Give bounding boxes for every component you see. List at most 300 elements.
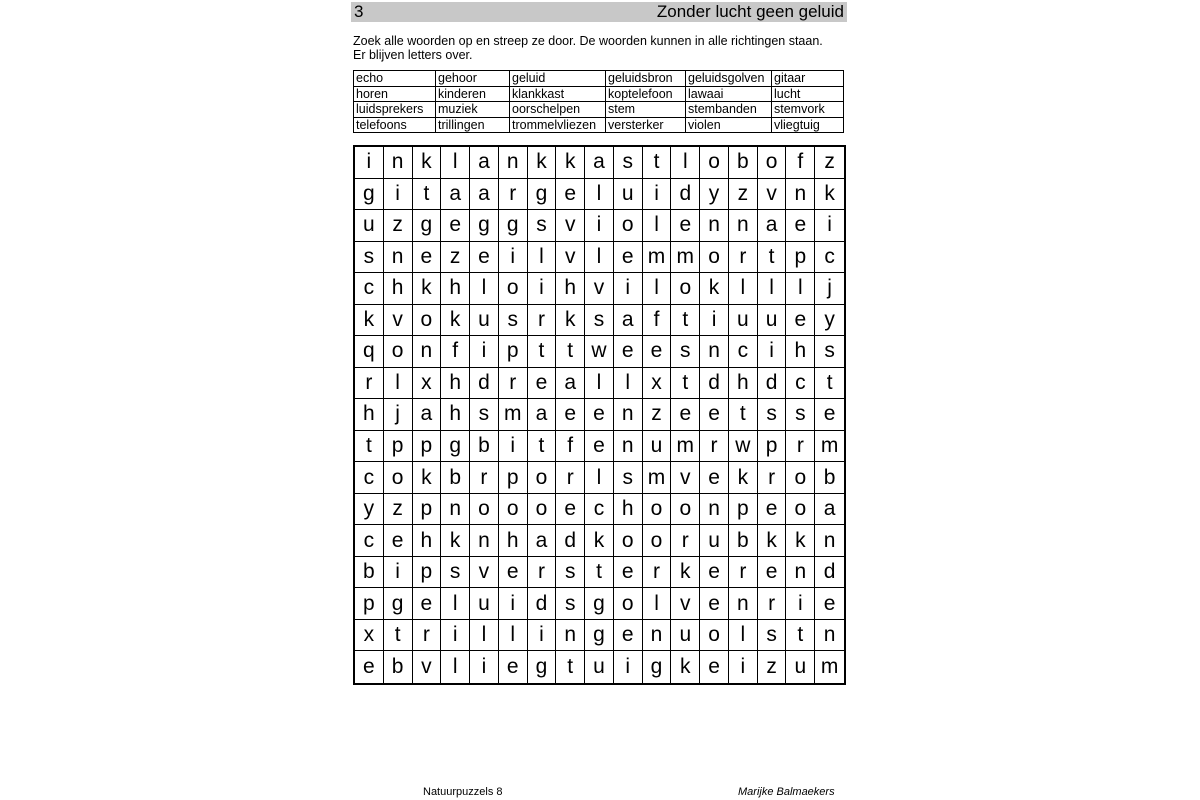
grid-letter-cell: i <box>729 651 758 683</box>
word-list-row <box>354 102 844 118</box>
grid-letter-cell: r <box>528 305 557 337</box>
grid-letter-cell: h <box>355 399 384 431</box>
grid-letter-cell: s <box>441 557 470 589</box>
grid-letter-cell: o <box>786 494 815 526</box>
word-list-item: trillingen <box>436 117 510 133</box>
grid-letter-cell: n <box>786 179 815 211</box>
grid-letter-cell: s <box>355 242 384 274</box>
grid-letter-cell: l <box>643 273 672 305</box>
grid-letter-cell: l <box>441 147 470 179</box>
grid-letter-cell: u <box>758 305 787 337</box>
grid-letter-cell: k <box>556 147 585 179</box>
grid-letter-cell: h <box>786 336 815 368</box>
grid-letter-cell: s <box>758 399 787 431</box>
word-list-item: horen <box>354 86 436 102</box>
grid-letter-cell: n <box>614 399 643 431</box>
word-list-row <box>354 71 844 87</box>
grid-letter-cell: e <box>700 462 729 494</box>
grid-letter-cell: e <box>758 557 787 589</box>
grid-letter-cell: b <box>441 462 470 494</box>
grid-letter-cell: f <box>643 305 672 337</box>
grid-letter-cell: v <box>413 651 442 683</box>
grid-letter-cell: a <box>585 147 614 179</box>
word-list-table <box>353 70 844 133</box>
grid-letter-cell: s <box>556 588 585 620</box>
grid-letter-cell: e <box>786 210 815 242</box>
grid-letter-cell: n <box>786 557 815 589</box>
grid-letter-cell: a <box>758 210 787 242</box>
grid-letter-cell: o <box>413 305 442 337</box>
grid-letter-cell: g <box>585 620 614 652</box>
grid-letter-cell: r <box>729 242 758 274</box>
grid-letter-cell: o <box>614 525 643 557</box>
grid-letter-cell: t <box>413 179 442 211</box>
grid-letter-cell: a <box>470 147 499 179</box>
grid-letter-cell: n <box>384 242 413 274</box>
grid-letter-cell: o <box>499 273 528 305</box>
word-list-item: koptelefoon <box>606 86 686 102</box>
grid-letter-cell: z <box>758 651 787 683</box>
grid-letter-cell: h <box>499 525 528 557</box>
grid-letter-cell: n <box>441 494 470 526</box>
grid-letter-cell: a <box>441 179 470 211</box>
grid-letter-cell: c <box>355 462 384 494</box>
grid-letter-cell: k <box>585 525 614 557</box>
grid-letter-cell: a <box>413 399 442 431</box>
grid-letter-cell: h <box>413 525 442 557</box>
grid-letter-cell: u <box>470 588 499 620</box>
grid-letter-cell: k <box>671 557 700 589</box>
grid-letter-cell: u <box>700 525 729 557</box>
grid-letter-cell: g <box>528 179 557 211</box>
grid-letter-cell: d <box>700 368 729 400</box>
grid-letter-cell: e <box>556 494 585 526</box>
grid-letter-cell: u <box>614 179 643 211</box>
grid-letter-cell: e <box>700 399 729 431</box>
grid-letter-cell: h <box>441 273 470 305</box>
grid-letter-cell: r <box>700 431 729 463</box>
grid-letter-cell: i <box>614 273 643 305</box>
grid-letter-cell: m <box>643 462 672 494</box>
grid-letter-cell: n <box>815 525 844 557</box>
grid-letter-cell: e <box>671 399 700 431</box>
grid-letter-cell: v <box>671 462 700 494</box>
grid-letter-cell: e <box>585 431 614 463</box>
grid-letter-cell: o <box>758 147 787 179</box>
grid-letter-cell: m <box>671 431 700 463</box>
grid-letter-cell: p <box>413 431 442 463</box>
grid-letter-cell: h <box>441 399 470 431</box>
grid-letter-cell: t <box>384 620 413 652</box>
grid-letter-cell: s <box>614 462 643 494</box>
grid-letter-cell: b <box>729 147 758 179</box>
grid-letter-cell: p <box>499 462 528 494</box>
grid-letter-cell: k <box>413 273 442 305</box>
grid-letter-cell: l <box>499 620 528 652</box>
grid-letter-cell: m <box>499 399 528 431</box>
grid-letter-cell: o <box>528 462 557 494</box>
grid-letter-cell: e <box>556 179 585 211</box>
word-list-item: geluidsbron <box>606 71 686 87</box>
grid-letter-cell: n <box>643 620 672 652</box>
grid-letter-cell: u <box>729 305 758 337</box>
grid-letter-cell: e <box>643 336 672 368</box>
grid-letter-cell: r <box>499 179 528 211</box>
grid-letter-cell: u <box>786 651 815 683</box>
grid-letter-cell: i <box>528 620 557 652</box>
grid-letter-cell: e <box>815 399 844 431</box>
grid-letter-cell: i <box>384 179 413 211</box>
grid-letter-cell: e <box>700 588 729 620</box>
grid-letter-cell: s <box>758 620 787 652</box>
grid-letter-cell: p <box>355 588 384 620</box>
grid-letter-cell: w <box>729 431 758 463</box>
grid-letter-cell: n <box>413 336 442 368</box>
grid-letter-cell: a <box>614 305 643 337</box>
grid-letter-cell: k <box>441 305 470 337</box>
word-list-row <box>354 86 844 102</box>
grid-letter-cell: z <box>815 147 844 179</box>
grid-letter-cell: h <box>556 273 585 305</box>
grid-letter-cell: e <box>700 557 729 589</box>
grid-letter-cell: n <box>700 494 729 526</box>
grid-letter-cell: i <box>815 210 844 242</box>
grid-letter-cell: e <box>614 242 643 274</box>
grid-letter-cell: e <box>499 557 528 589</box>
grid-letter-cell: k <box>786 525 815 557</box>
grid-letter-cell: y <box>355 494 384 526</box>
grid-letter-cell: y <box>815 305 844 337</box>
grid-letter-cell: s <box>786 399 815 431</box>
grid-letter-cell: l <box>729 620 758 652</box>
grid-letter-cell: v <box>470 557 499 589</box>
grid-letter-cell: g <box>441 431 470 463</box>
grid-letter-cell: u <box>643 431 672 463</box>
grid-letter-cell: a <box>556 368 585 400</box>
grid-letter-cell: m <box>820 655 839 679</box>
grid-letter-cell: p <box>729 494 758 526</box>
grid-letter-cell: n <box>700 210 729 242</box>
grid-letter-cell: f <box>441 336 470 368</box>
grid-letter-cell: l <box>643 210 672 242</box>
grid-letter-cell: e <box>614 557 643 589</box>
grid-letter-cell: l <box>585 179 614 211</box>
grid-letter-cell: h <box>384 273 413 305</box>
grid-letter-cell: k <box>758 525 787 557</box>
grid-letter-cell: e <box>441 210 470 242</box>
grid-letter-cell: g <box>384 588 413 620</box>
grid-letter-cell: l <box>470 620 499 652</box>
grid-letter-cell: i <box>585 210 614 242</box>
grid-letter-cell: o <box>671 273 700 305</box>
grid-letter-cell: t <box>729 399 758 431</box>
grid-letter-cell: l <box>614 368 643 400</box>
grid-letter-cell: c <box>355 525 384 557</box>
grid-letter-cell: r <box>671 525 700 557</box>
grid-letter-cell: z <box>384 210 413 242</box>
word-list-item: klankkast <box>510 86 606 102</box>
grid-letter-cell: i <box>786 588 815 620</box>
grid-letter-cell: t <box>758 242 787 274</box>
grid-letter-cell: h <box>729 368 758 400</box>
grid-letter-cell: y <box>700 179 729 211</box>
grid-letter-cell: n <box>470 525 499 557</box>
grid-letter-cell: l <box>786 273 815 305</box>
grid-letter-cell: e <box>528 368 557 400</box>
grid-letter-cell: i <box>614 651 643 683</box>
word-list-item: luidsprekers <box>354 102 436 118</box>
grid-letter-cell: t <box>671 368 700 400</box>
grid-letter-cell: c <box>355 273 384 305</box>
grid-letter-cell: b <box>355 557 384 589</box>
grid-letter-cell: e <box>815 588 844 620</box>
grid-letter-cell: m <box>815 431 844 463</box>
word-list-item: gitaar <box>772 71 844 87</box>
grid-letter-cell: e <box>413 588 442 620</box>
grid-letter-cell: k <box>815 179 844 211</box>
word-list-item: oorschelpen <box>510 102 606 118</box>
grid-letter-cell: u <box>355 210 384 242</box>
grid-letter-cell: l <box>470 273 499 305</box>
grid-letter-cell: o <box>614 210 643 242</box>
grid-letter-cell: u <box>585 651 614 683</box>
page-title: Zonder lucht geen geluid <box>656 2 844 21</box>
grid-letter-cell: n <box>614 431 643 463</box>
grid-letter-cell: s <box>614 147 643 179</box>
grid-letter-cell: q <box>355 336 384 368</box>
grid-letter-cell: w <box>585 336 614 368</box>
grid-letter-cell: g <box>643 651 672 683</box>
grid-letter-cell: r <box>758 462 787 494</box>
grid-letter-cell: v <box>556 210 585 242</box>
grid-letter-cell: a <box>470 179 499 211</box>
grid-letter-cell: a <box>815 494 844 526</box>
grid-letter-cell: d <box>556 525 585 557</box>
grid-letter-cell: k <box>556 305 585 337</box>
grid-letter-cell: l <box>441 588 470 620</box>
grid-letter-cell: g <box>413 210 442 242</box>
grid-letter-cell: e <box>614 336 643 368</box>
grid-letter-cell: e <box>355 651 384 683</box>
grid-letter-cell: t <box>643 147 672 179</box>
grid-letter-cell: n <box>556 620 585 652</box>
instructions <box>353 34 847 62</box>
grid-letter-cell: s <box>585 305 614 337</box>
grid-letter-cell: l <box>729 273 758 305</box>
grid-letter-cell: o <box>786 462 815 494</box>
grid-letter-cell: p <box>786 242 815 274</box>
grid-letter-cell: b <box>815 462 844 494</box>
grid-letter-cell: i <box>499 242 528 274</box>
grid-letter-cell: m <box>671 242 700 274</box>
grid-letter-cell: k <box>355 305 384 337</box>
grid-letter-cell: l <box>643 588 672 620</box>
grid-letter-cell: b <box>729 525 758 557</box>
grid-letter-cell: k <box>528 147 557 179</box>
grid-letter-cell: g <box>585 588 614 620</box>
grid-letter-cell: e <box>671 210 700 242</box>
grid-letter-cell: r <box>556 462 585 494</box>
grid-letter-cell: i <box>528 273 557 305</box>
grid-letter-cell: i <box>355 147 384 179</box>
grid-letter-cell: i <box>499 431 528 463</box>
grid-letter-cell: t <box>355 431 384 463</box>
grid-letter-cell: g <box>528 651 557 683</box>
grid-letter-cell: t <box>585 557 614 589</box>
grid-letter-cell: s <box>499 305 528 337</box>
grid-letter-cell: d <box>815 557 844 589</box>
grid-letter-cell: e <box>585 399 614 431</box>
grid-letter-cell: g <box>355 179 384 211</box>
word-list-item: geluidsgolven <box>686 71 772 87</box>
word-list-item: geluid <box>510 71 606 87</box>
grid-letter-cell: d <box>758 368 787 400</box>
word-list-item: echo <box>354 71 436 87</box>
grid-letter-cell: o <box>384 462 413 494</box>
grid-letter-cell: a <box>528 525 557 557</box>
grid-letter-cell: v <box>671 588 700 620</box>
word-list-item: vliegtuig <box>772 117 844 133</box>
grid-letter-cell: p <box>413 494 442 526</box>
grid-letter-cell: e <box>556 399 585 431</box>
grid-letter-cell: x <box>355 620 384 652</box>
grid-letter-cell: i <box>441 620 470 652</box>
grid-letter-cell: x <box>413 368 442 400</box>
grid-letter-cell: f <box>786 147 815 179</box>
grid-letter-cell: o <box>499 494 528 526</box>
grid-letter-cell: e <box>499 651 528 683</box>
grid-letter-cell: k <box>413 147 442 179</box>
grid-letter-cell: k <box>671 651 700 683</box>
grid-letter-cell: r <box>470 462 499 494</box>
grid-letter-cell: l <box>585 462 614 494</box>
grid-letter-cell: d <box>470 368 499 400</box>
grid-letter-cell: s <box>671 336 700 368</box>
grid-letter-cell: z <box>384 494 413 526</box>
grid-letter-cell: u <box>470 305 499 337</box>
grid-letter-cell: g <box>470 210 499 242</box>
grid-letter-cell: k <box>441 525 470 557</box>
grid-letter-cell: p <box>384 431 413 463</box>
grid-letter-cell: n <box>729 210 758 242</box>
grid-letter-cell: c <box>786 368 815 400</box>
grid-letter-cell: t <box>786 620 815 652</box>
grid-letter-cell: e <box>384 525 413 557</box>
grid-letter-cell: r <box>729 557 758 589</box>
grid-letter-cell: t <box>528 431 557 463</box>
instructions-line-1: Zoek alle woorden op en streep ze door. De woorden kunnen in alle richtingen staan. <box>353 34 823 48</box>
grid-letter-cell: s <box>815 336 844 368</box>
title-bar <box>351 2 847 22</box>
grid-letter-cell: e <box>470 242 499 274</box>
grid-letter-cell: i <box>470 336 499 368</box>
grid-letter-cell: c <box>815 242 844 274</box>
grid-letter-cell: v <box>384 305 413 337</box>
grid-letter-cell: f <box>556 431 585 463</box>
word-list-row <box>354 117 844 133</box>
grid-letter-cell: d <box>528 588 557 620</box>
word-list-item: muziek <box>436 102 510 118</box>
grid-letter-cell: e <box>413 242 442 274</box>
grid-letter-cell: b <box>470 431 499 463</box>
word-list-item: kinderen <box>436 86 510 102</box>
grid-letter-cell: c <box>729 336 758 368</box>
grid-letter-cell: n <box>815 620 844 652</box>
grid-letter-cell: i <box>700 305 729 337</box>
grid-letter-cell: o <box>643 525 672 557</box>
grid-letter-cell: e <box>700 651 729 683</box>
grid-letter-cell: n <box>499 147 528 179</box>
grid-letter-cell: i <box>499 588 528 620</box>
grid-letter-cell: s <box>528 210 557 242</box>
grid-letter-cell: m <box>643 242 672 274</box>
grid-letter-cell: j <box>815 273 844 305</box>
grid-letter-cell: e <box>786 305 815 337</box>
puzzle-number: 3 <box>354 2 364 21</box>
grid-letter-cell: t <box>671 305 700 337</box>
grid-letter-cell: o <box>643 494 672 526</box>
word-list-item: lucht <box>772 86 844 102</box>
grid-letter-cell: r <box>355 368 384 400</box>
grid-letter-cell: o <box>470 494 499 526</box>
grid-letter-cell: s <box>470 399 499 431</box>
grid-letter-cell: n <box>700 336 729 368</box>
grid-letter-cell: o <box>384 336 413 368</box>
word-list-item: stem <box>606 102 686 118</box>
grid-letter-cell: z <box>729 179 758 211</box>
grid-letter-cell: l <box>585 368 614 400</box>
word-list-item: gehoor <box>436 71 510 87</box>
grid-letter-cell: k <box>729 462 758 494</box>
grid-letter-cell: p <box>499 336 528 368</box>
grid-letter-cell: t <box>528 336 557 368</box>
grid-letter-cell: j <box>384 399 413 431</box>
grid-letter-cell: t <box>556 651 585 683</box>
grid-letter-cell: v <box>556 242 585 274</box>
grid-letter-cell: t <box>556 336 585 368</box>
footer-author: Marijke Balmaekers <box>738 786 835 798</box>
grid-letter-cell: u <box>671 620 700 652</box>
grid-letter-cell: l <box>671 147 700 179</box>
grid-letter-cell: s <box>556 557 585 589</box>
grid-letter-cell: r <box>643 557 672 589</box>
grid-letter-cell: p <box>413 557 442 589</box>
grid-letter-cell: l <box>528 242 557 274</box>
grid-letter-cell: o <box>614 588 643 620</box>
grid-letter-cell: t <box>815 368 844 400</box>
word-list-item: trommelvliezen <box>510 117 606 133</box>
grid-letter-cell: n <box>729 588 758 620</box>
grid-letter-cell: v <box>758 179 787 211</box>
word-list-item: telefoons <box>354 117 436 133</box>
grid-letter-cell: r <box>413 620 442 652</box>
grid-letter-cell: z <box>441 242 470 274</box>
grid-letter-cell: k <box>700 273 729 305</box>
letter-grid <box>353 145 846 685</box>
grid-letter-cell: r <box>786 431 815 463</box>
grid-letter-cell: d <box>671 179 700 211</box>
grid-letter-cell: i <box>643 179 672 211</box>
grid-letter-cell: h <box>614 494 643 526</box>
word-list-item: stembanden <box>686 102 772 118</box>
grid-letter-cell: a <box>528 399 557 431</box>
grid-letter-cell: e <box>614 620 643 652</box>
grid-letter-cell: o <box>528 494 557 526</box>
word-list-item: stemvork <box>772 102 844 118</box>
word-list-item: versterker <box>606 117 686 133</box>
grid-letter-cell: r <box>528 557 557 589</box>
word-list-item: violen <box>686 117 772 133</box>
